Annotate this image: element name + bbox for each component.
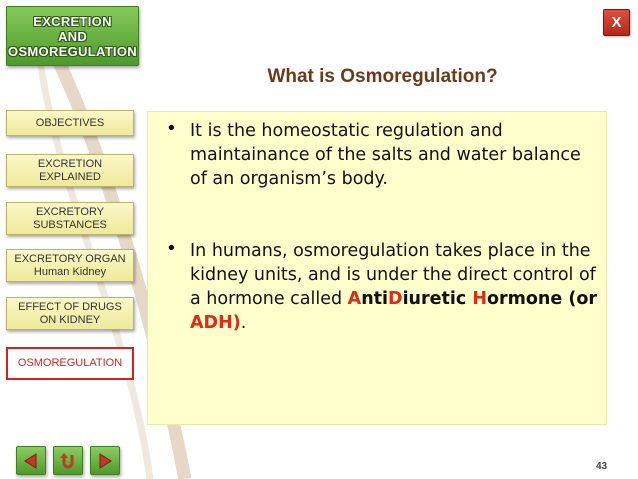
nav-objectives-label: OBJECTIVES: [35, 116, 105, 129]
bullet-text-2: [190, 239, 600, 335]
bullet-text-2-end: .: [240, 313, 247, 333]
content-panel: [147, 111, 607, 425]
nav-substances-label-2: SUBSTANCES: [33, 218, 107, 231]
nav-osmoregulation-label: OSMOREGULATION: [17, 357, 123, 369]
close-button[interactable]: [603, 9, 630, 36]
nav-organ-label-1: EXCRETORY ORGAN: [14, 252, 126, 265]
bullet-marker-1: •: [166, 118, 177, 139]
adh-letter-a: A: [347, 289, 362, 309]
return-button[interactable]: [53, 446, 83, 475]
close-icon: X: [611, 14, 622, 31]
bullet-text-2-main: In humans, osmoregulation takes place in the kidney units, and is under the direct control of a hormone called: [190, 241, 596, 309]
nav-drugs-label-2: ON KIDNEY: [39, 313, 101, 326]
nav-osmoregulation-button[interactable]: [6, 347, 134, 380]
nav-excretion-label-1: EXCRETION: [37, 157, 103, 170]
adh-letter-h: H: [472, 289, 488, 309]
nav-organ-button[interactable]: [6, 249, 134, 282]
triangle-right-icon: [97, 453, 113, 469]
nav-excretion-label-2: EXPLAINED: [39, 170, 101, 183]
page-number: 43: [596, 461, 608, 472]
forward-button[interactable]: [90, 446, 120, 475]
back-button[interactable]: [16, 446, 46, 475]
course-logo: [6, 6, 139, 66]
adh-word-nti: nti: [361, 289, 389, 309]
bullet-marker-2: •: [166, 238, 177, 259]
nav-objectives-button[interactable]: [6, 110, 134, 136]
nav-drugs-label-1: EFFECT OF DRUGS: [18, 300, 122, 313]
nav-excretion-button[interactable]: [6, 154, 134, 187]
nav-substances-label-1: EXCRETORY: [35, 205, 105, 218]
adh-letter-d: D: [388, 289, 403, 309]
nav-organ-label-2: Human Kidney: [33, 265, 107, 278]
u-turn-icon: [59, 452, 77, 470]
nav-drugs-button[interactable]: [6, 297, 134, 330]
adh-word-ormone: ormone (or: [487, 289, 597, 309]
bullet-text-1: It is the homeostatic regulation and maintainance of the salts and water balance of an organism’s body.: [190, 121, 581, 189]
adh-abbreviation: ADH): [190, 313, 241, 333]
triangle-left-icon: [23, 453, 39, 469]
logo-line-1: EXCRETION: [33, 13, 112, 29]
logo-line-3: OSMOREGULATION: [8, 43, 137, 59]
slide-title: What is Osmoregulation?: [267, 66, 498, 87]
logo-line-2: AND: [57, 28, 88, 44]
nav-substances-button[interactable]: [6, 202, 134, 235]
adh-word-iuretic: iuretic: [402, 289, 473, 309]
